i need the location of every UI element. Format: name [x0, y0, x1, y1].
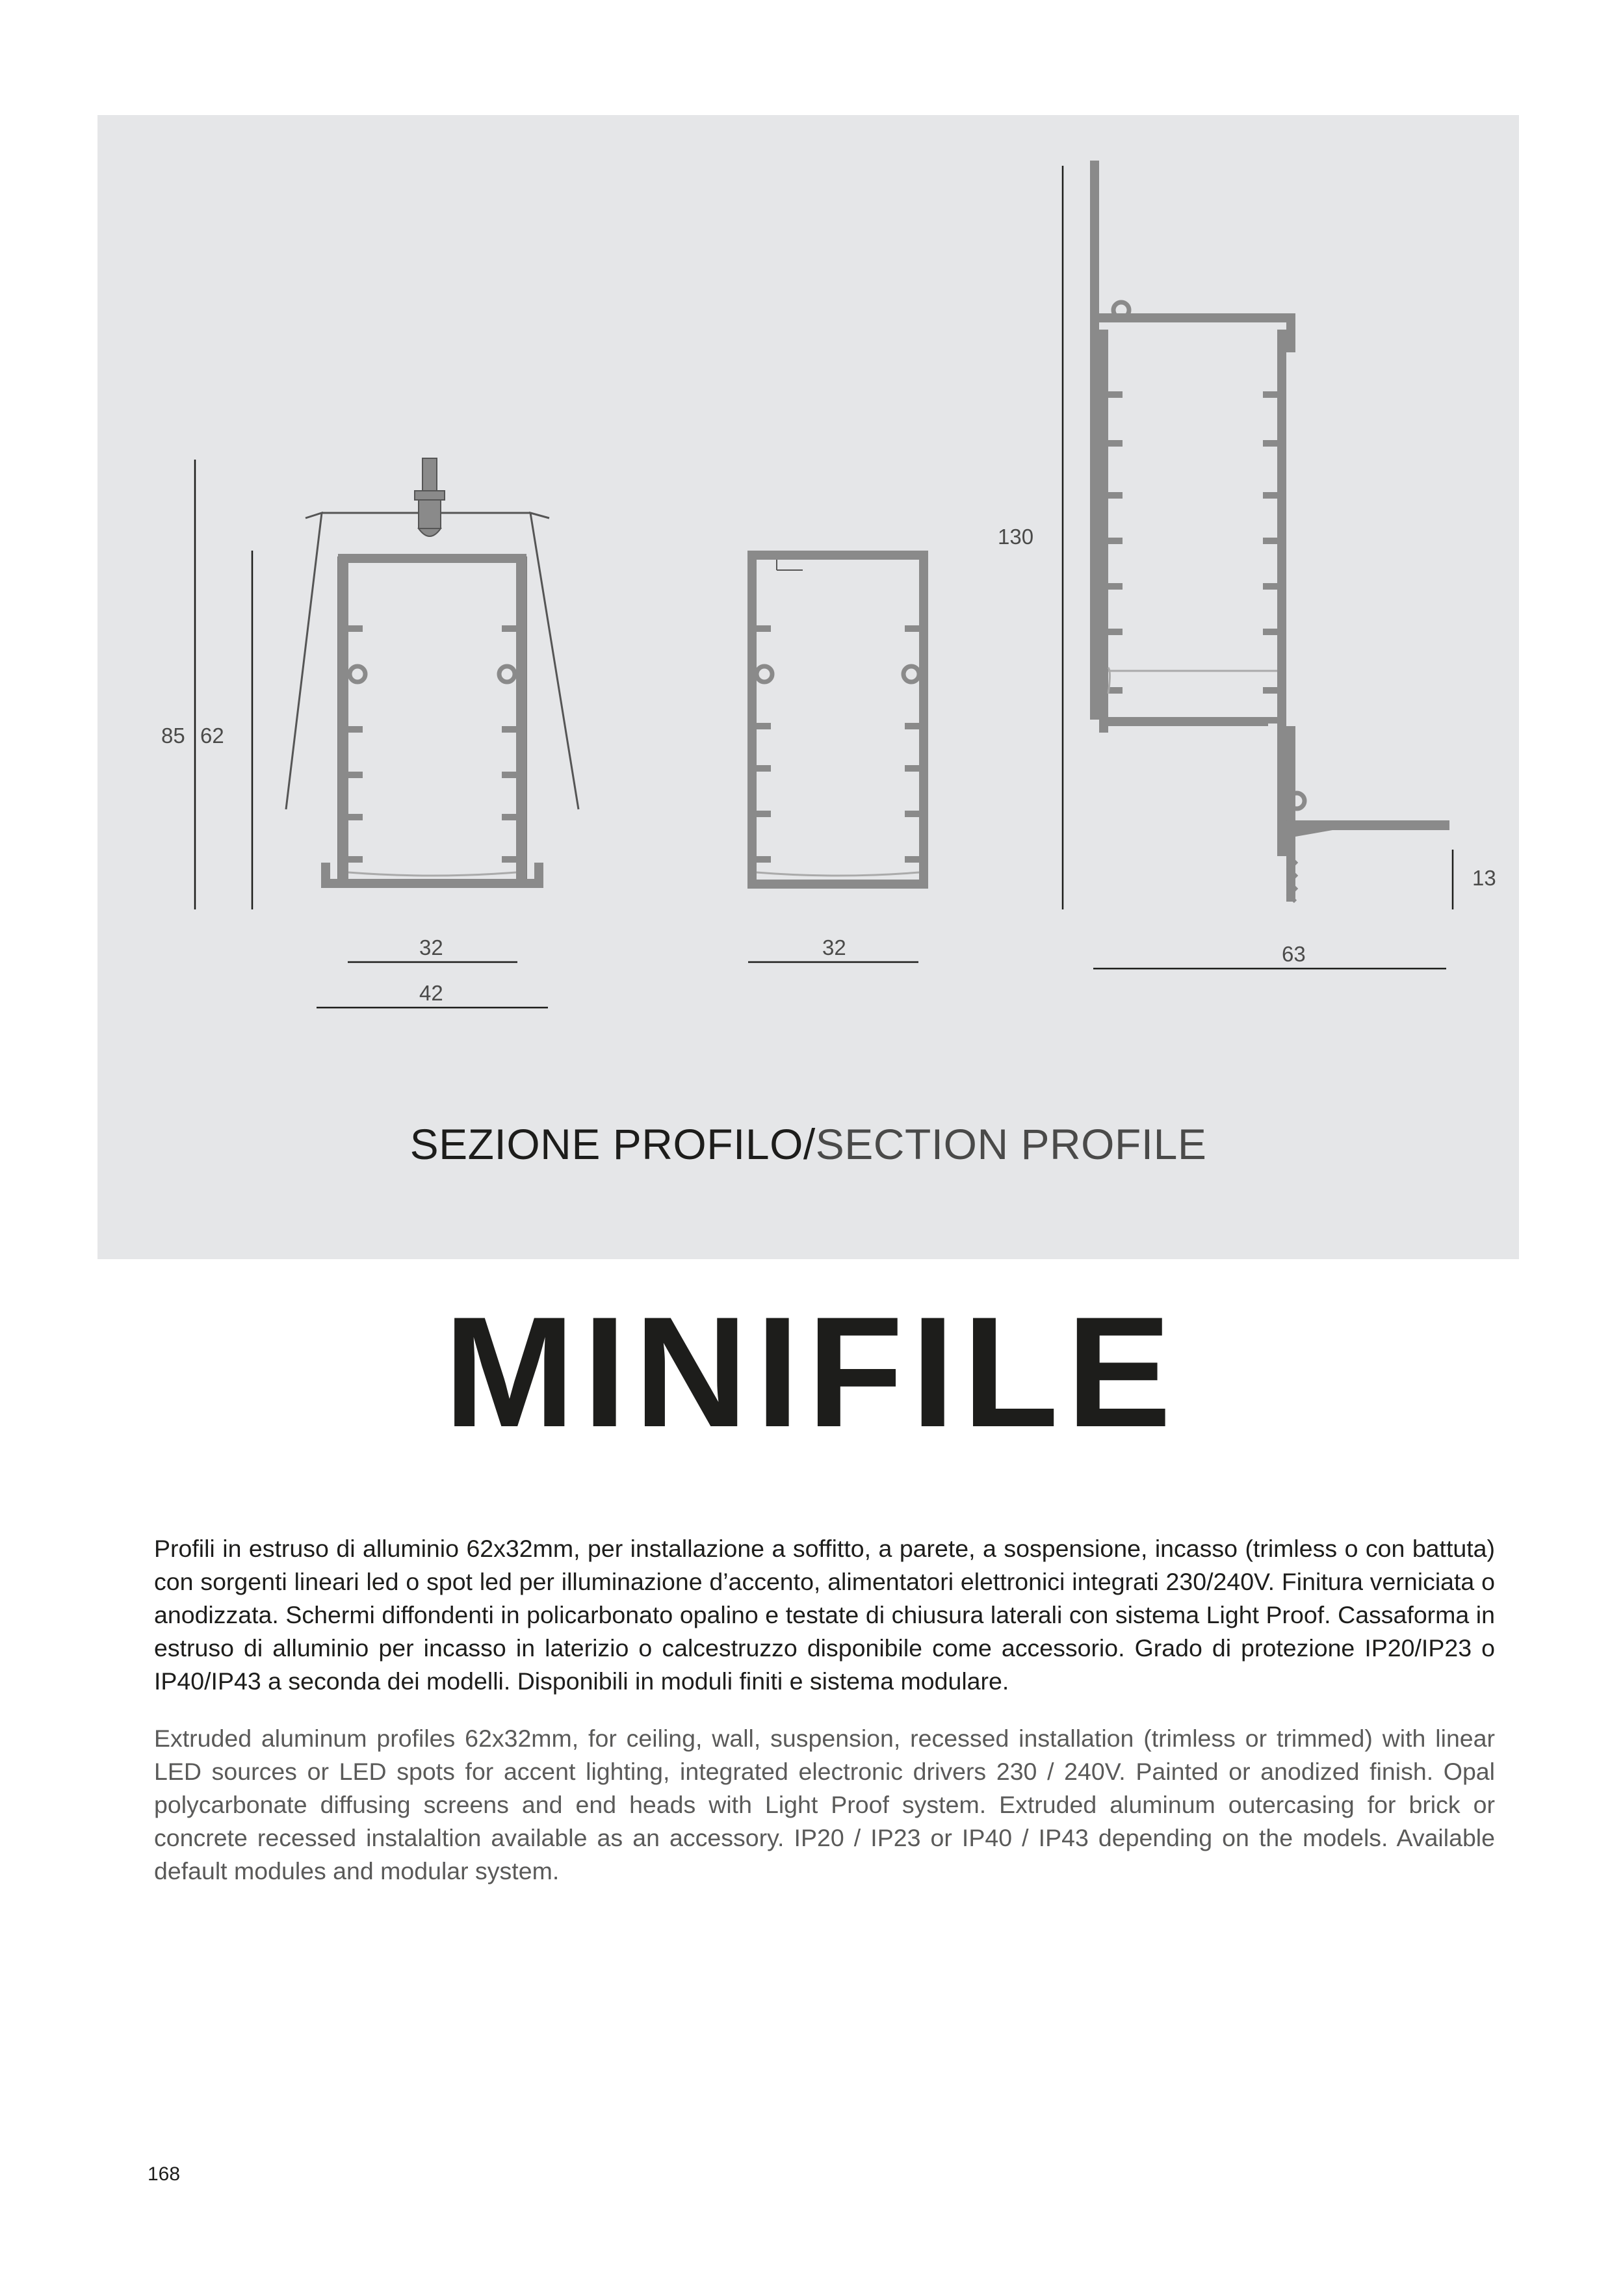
dim-outer-width-a: 42 — [419, 981, 443, 1005]
dim-trimless-height: 130 — [998, 525, 1034, 549]
dim-overall-height: 85 — [161, 724, 185, 748]
dim-inner-width-b: 32 — [822, 935, 846, 959]
section-drawings — [97, 115, 1519, 1259]
product-title: MINIFILE — [443, 1285, 1180, 1460]
section-caption — [97, 1119, 1519, 1169]
dim-profile-height: 62 — [200, 724, 224, 748]
caption-english: SECTION PROFILE — [815, 1120, 1207, 1168]
dim-trimless-width: 63 — [1282, 942, 1306, 966]
dim-trimless-flange: 13 — [1472, 866, 1496, 890]
dim-inner-width-a: 32 — [419, 935, 443, 959]
profile-c-drawing — [998, 161, 1496, 969]
page-number: 168 — [148, 2163, 181, 2185]
section-drawing-panel — [97, 115, 1519, 1259]
caption-italian: SEZIONE PROFILO/ — [409, 1120, 816, 1168]
profile-b-drawing — [747, 551, 928, 962]
description-english: Extruded aluminum profiles 62x32mm, for ceiling, wall, suspension, recessed installation (trimless or trimmed) with linear LED sources or LED spots for accent lighting, integrated electronic drivers 230 / 240V. Painted or anodized finish. Opal polycarbonate diffusing screens and end heads with Light Proof system. Extruded aluminum outercasing for brick or concrete recessed instalaltion available as an accessory. IP20 / IP23 or IP40 / IP43 depending on the models. Available default modules and modular system. — [154, 1725, 1495, 1885]
description-italian: Profili in estruso di alluminio 62x32mm, per installazione a soffitto, a parete, a sospensione, incasso (trimless o con battuta) con sorgenti lineari led o spot led per illuminazione d’accento, alimentatori elettronici integrati 230/240V. Finitura verniciata o anodizzata. Schermi diffondenti in policarbonato opalino e testate di chiusura laterali con sistema Light Proof. Cassaforma in estruso di alluminio per incasso in laterizio o calcestruzzo disponibile come accessorio. Grado di protezione IP20/IP23 o IP40/IP43 a seconda dei modelli. Disponibili in moduli finiti e sistema modulare. — [154, 1535, 1495, 1695]
profile-a-drawing — [161, 458, 578, 1008]
